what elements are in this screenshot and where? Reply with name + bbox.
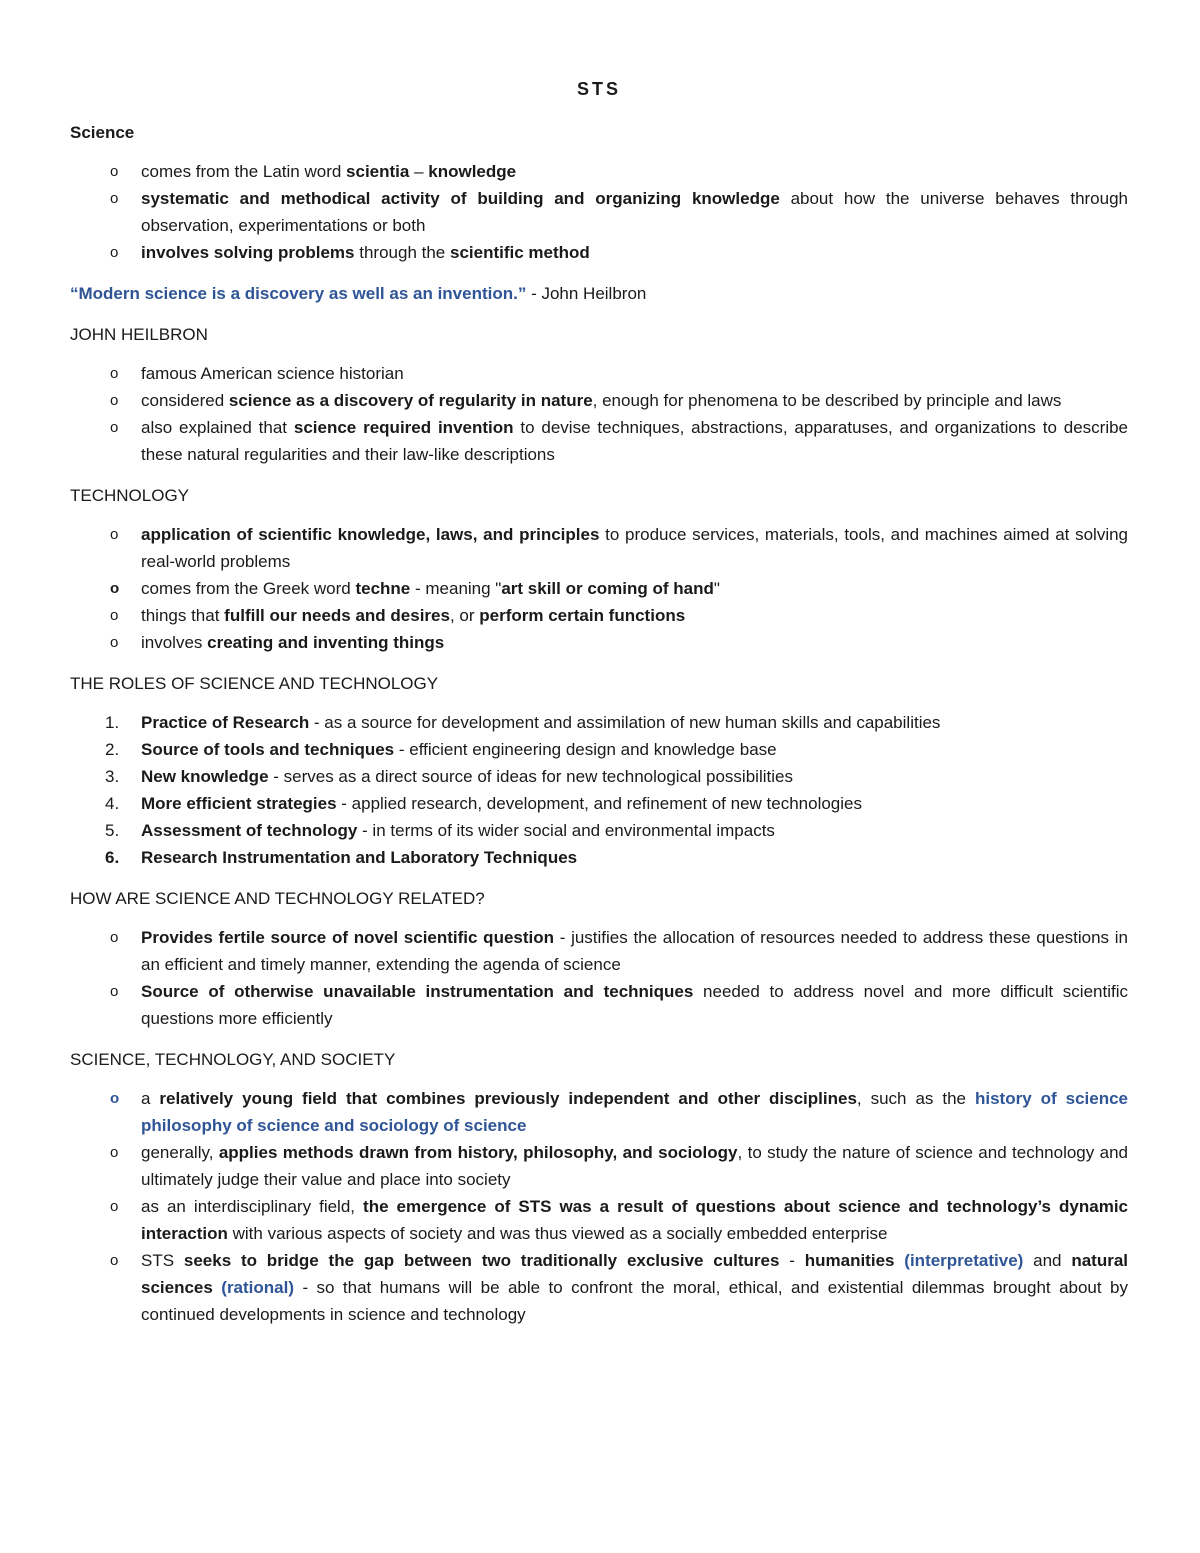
- list-item: o Provides fertile source of novel scientific question - justifies the allocation of resources needed to address these questions in an efficient and timely manner, extending the agenda of science: [70, 924, 1128, 978]
- bullet-icon: o: [110, 1144, 119, 1161]
- bullet-icon: o: [110, 419, 119, 436]
- list-item: o systematic and methodical activity of building and organizing knowledge about how the universe behaves through observation, experimentations or both: [70, 185, 1128, 239]
- list-item: o comes from the Greek word techne - meaning "art skill or coming of hand": [70, 575, 1128, 602]
- bullet-icon: o: [110, 607, 119, 624]
- quote-attribution: - John Heilbron: [526, 284, 647, 303]
- list-item: o considered science as a discovery of regularity in nature, enough for phenomena to be described by principle and laws: [70, 387, 1128, 414]
- list-item: 3. New knowledge - serves as a direct source of ideas for new technological possibilities: [105, 767, 793, 786]
- list-item: o also explained that science required invention to devise techniques, abstractions, apparatuses, and organizations to describe these natural regularities and their law-like descriptions: [70, 414, 1128, 468]
- heilbron-quote: [70, 280, 1128, 307]
- bullet-icon: o: [110, 190, 119, 207]
- section-heading-sts: SCIENCE, TECHNOLOGY, AND SOCIETY: [70, 1050, 396, 1069]
- list-item: o a relatively young field that combines previously independent and other disciplines, such as the history of science philosophy of science and sociology of science: [70, 1085, 1128, 1139]
- list-item: o STS seeks to bridge the gap between two traditionally exclusive cultures - humanities (interpretative) and natural sciences (rational) - so that humans will be able to confront the moral, ethical, and existential dilemmas brought about by continued developments in science and technology: [70, 1247, 1128, 1328]
- section-heading-technology: TECHNOLOGY: [70, 486, 190, 505]
- section-heading-roles: THE ROLES OF SCIENCE AND TECHNOLOGY: [70, 674, 439, 693]
- bullet-icon: o: [110, 929, 119, 946]
- section-heading-heilbron: JOHN HEILBRON: [70, 325, 208, 344]
- technology-list: [70, 521, 1128, 656]
- bullet-icon: o: [110, 580, 120, 597]
- list-item: o Source of otherwise unavailable instrumentation and techniques needed to address novel and more difficult scientific questions more efficiently: [70, 978, 1128, 1032]
- bullet-icon: o: [110, 634, 119, 651]
- section-heading-science: Science: [70, 123, 135, 142]
- related-list: [70, 924, 1128, 1032]
- bullet-icon: o: [110, 163, 119, 180]
- list-item: o comes from the Latin word scientia – knowledge: [70, 158, 1128, 185]
- bullet-icon: o: [110, 983, 119, 1000]
- quote-text: “Modern science is a discovery as well as an invention.”: [70, 284, 527, 303]
- list-item: 6. Research Instrumentation and Laboratory Techniques: [105, 848, 578, 867]
- sts-list: [70, 1085, 1128, 1328]
- bullet-icon: o: [110, 1252, 119, 1269]
- list-item: o involves solving problems through the scientific method: [70, 239, 1128, 266]
- list-item: o famous American science historian: [70, 360, 1128, 387]
- list-item: o application of scientific knowledge, laws, and principles to produce services, materials, tools, and machines aimed at solving real-world problems: [70, 521, 1128, 575]
- bullet-icon: o: [110, 1090, 120, 1107]
- list-item: o generally, applies methods drawn from history, philosophy, and sociology, to study the nature of science and technology and ultimately judge their value and place into society: [70, 1139, 1128, 1193]
- bullet-icon: o: [110, 392, 119, 409]
- list-item: 5. Assessment of technology - in terms of its wider social and environmental impacts: [105, 821, 775, 840]
- list-item: 4. More efficient strategies - applied research, development, and refinement of new technologies: [105, 794, 862, 813]
- bullet-icon: o: [110, 526, 119, 543]
- science-list: [70, 158, 1128, 266]
- list-item: 1. Practice of Research - as a source for development and assimilation of new human skills and capabilities: [105, 713, 941, 732]
- bullet-icon: o: [110, 1198, 119, 1215]
- list-item: o involves creating and inventing things: [70, 629, 1128, 656]
- bullet-icon: o: [110, 365, 119, 382]
- page-title: STS: [576, 79, 621, 99]
- section-heading-related: HOW ARE SCIENCE AND TECHNOLOGY RELATED?: [70, 889, 485, 908]
- list-item: 2. Source of tools and techniques - efficient engineering design and knowledge base: [105, 740, 777, 759]
- roles-list: [70, 709, 1128, 871]
- heilbron-list: [70, 360, 1128, 468]
- list-item: o as an interdisciplinary field, the emergence of STS was a result of questions about science and technology’s dynamic interaction with various aspects of society and was thus viewed as a socially embedded enterprise: [70, 1193, 1128, 1247]
- list-item: o things that fulfill our needs and desires, or perform certain functions: [70, 602, 1128, 629]
- bullet-icon: o: [110, 244, 119, 261]
